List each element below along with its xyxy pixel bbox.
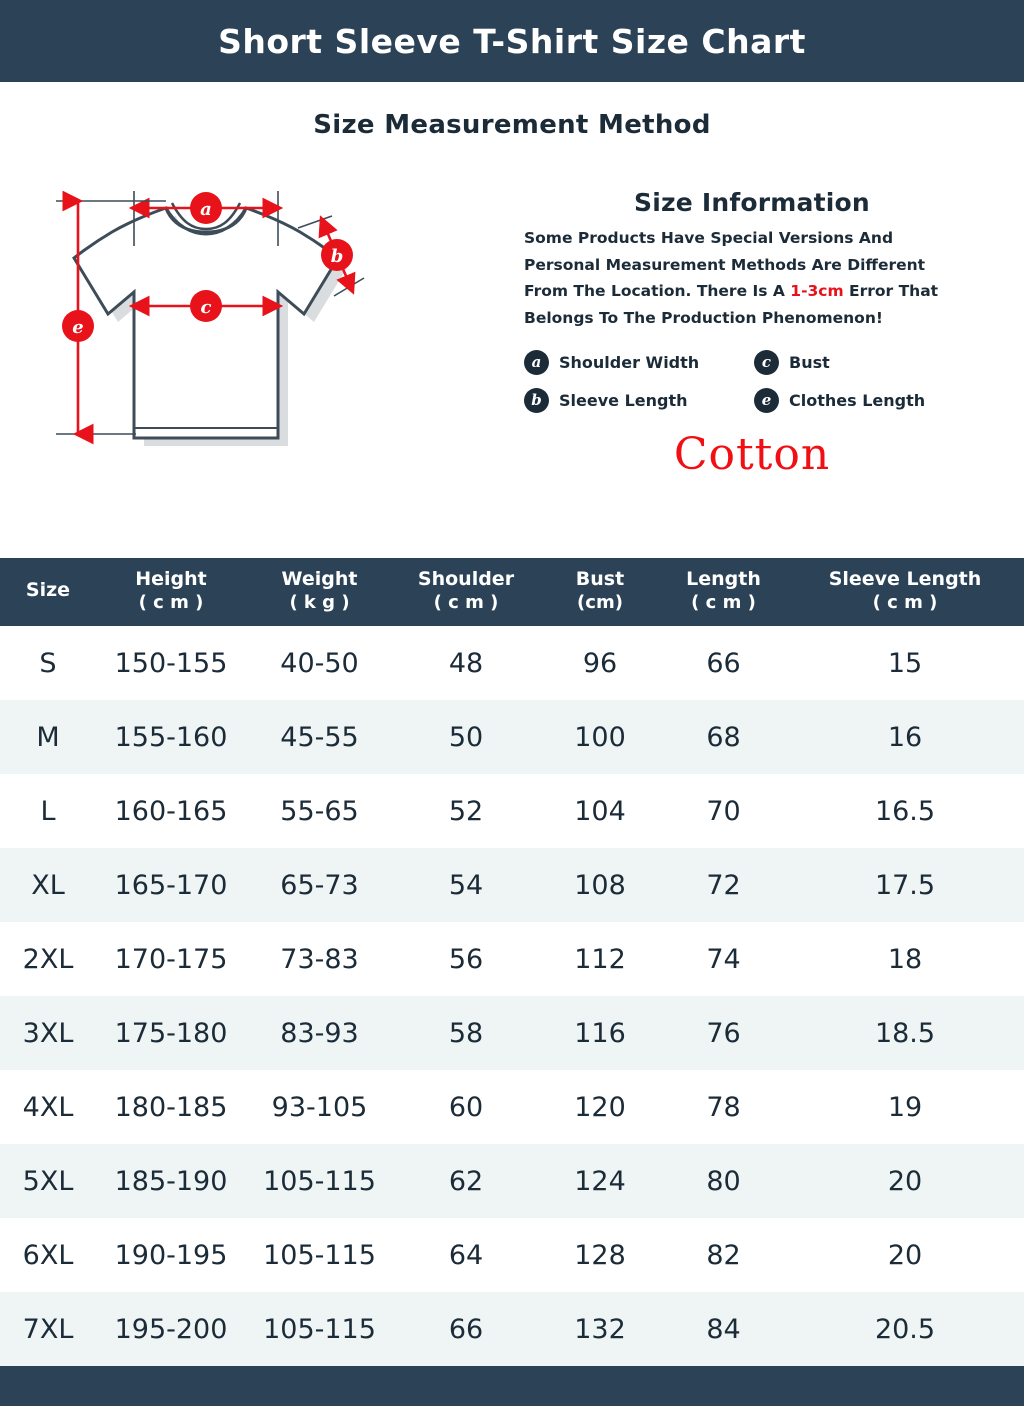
cell-shoulder: 48 xyxy=(448,647,484,679)
th-length-unit: ( c m ) xyxy=(691,591,756,613)
th-length-name: Length xyxy=(686,568,761,590)
th-bust xyxy=(539,558,661,626)
cell-size: XL xyxy=(31,869,65,901)
cell-weight: 45-55 xyxy=(280,721,359,753)
cell-weight: 73-83 xyxy=(280,943,359,975)
cell-height: 195-200 xyxy=(114,1313,228,1345)
method-title: Size Measurement Method xyxy=(313,110,711,140)
cell-shoulder: 62 xyxy=(448,1165,484,1197)
material-label: Cotton xyxy=(673,428,831,480)
th-size-name: Size xyxy=(25,579,71,602)
th-height-unit: ( c m ) xyxy=(138,591,204,613)
tshirt-diagram xyxy=(0,146,500,476)
cell-shoulder: 66 xyxy=(448,1313,484,1345)
cell-length: 78 xyxy=(706,1091,741,1123)
cell-size: M xyxy=(36,721,60,753)
info-line-2: Personal Measurement Methods Are Different xyxy=(524,255,926,274)
page-title: Short Sleeve T-Shirt Size Chart xyxy=(218,21,806,61)
cell-shoulder: 64 xyxy=(448,1239,484,1271)
cell-weight: 105-115 xyxy=(263,1239,376,1271)
table-row xyxy=(0,626,1024,700)
cell-height: 150-155 xyxy=(114,647,228,679)
measurement-method-section xyxy=(0,110,1024,558)
cell-size: L xyxy=(40,795,56,827)
cell-sleeve: 17.5 xyxy=(874,869,936,901)
size-table xyxy=(0,558,1024,1366)
legend-label-clothes-length: Clothes Length xyxy=(789,390,926,410)
legend-label-bust: Bust xyxy=(789,352,830,372)
cell-height: 185-190 xyxy=(114,1165,228,1197)
cell-shoulder: 52 xyxy=(448,795,484,827)
info-line-4: Belongs To The Production Phenomenon! xyxy=(524,308,883,327)
marker-e-label: e xyxy=(72,317,84,338)
table-header-row xyxy=(0,558,1024,626)
cell-height: 175-180 xyxy=(114,1017,228,1049)
tolerance-highlight: 1-3cm xyxy=(790,282,844,301)
cell-size: 3XL xyxy=(22,1017,74,1049)
size-information-title: Size Information xyxy=(634,188,870,217)
table-row xyxy=(0,922,1024,996)
cell-bust: 132 xyxy=(574,1313,626,1345)
cell-length: 74 xyxy=(706,943,741,975)
cell-bust: 112 xyxy=(574,943,626,975)
table-row xyxy=(0,1218,1024,1292)
cell-height: 160-165 xyxy=(114,795,228,827)
th-sleeve-length-name: Sleeve Length xyxy=(828,568,982,590)
cell-size: S xyxy=(39,647,57,679)
page-header xyxy=(0,0,1024,82)
cell-bust: 128 xyxy=(574,1239,626,1271)
size-table-container xyxy=(0,558,1024,1366)
legend xyxy=(520,350,984,413)
cell-bust: 124 xyxy=(574,1165,626,1197)
cell-length: 80 xyxy=(706,1165,741,1197)
cell-shoulder: 50 xyxy=(448,721,484,753)
badge-b-icon: b xyxy=(524,388,549,413)
cell-bust: 100 xyxy=(574,721,626,753)
cell-shoulder: 58 xyxy=(448,1017,484,1049)
size-table-head xyxy=(0,558,1024,626)
cell-height: 155-160 xyxy=(114,721,228,753)
cell-size: 2XL xyxy=(22,943,74,975)
cell-size: 5XL xyxy=(22,1165,74,1197)
cell-bust: 120 xyxy=(574,1091,626,1123)
cell-length: 70 xyxy=(706,795,741,827)
cell-shoulder: 56 xyxy=(448,943,484,975)
cell-length: 68 xyxy=(706,721,741,753)
legend-label-shoulder-width: Shoulder Width xyxy=(559,352,700,372)
table-row xyxy=(0,1070,1024,1144)
size-information-panel xyxy=(500,146,1024,480)
info-line-1: Some Products Have Special Versions And xyxy=(524,229,894,247)
th-height xyxy=(96,558,246,626)
marker-a-label: a xyxy=(200,199,212,220)
size-table-body xyxy=(0,626,1024,1366)
cell-height: 170-175 xyxy=(114,943,228,975)
footer-bar xyxy=(0,1366,1024,1406)
info-line-3-pre: From The Location. There Is A xyxy=(524,282,791,301)
cell-sleeve: 20 xyxy=(887,1165,923,1197)
cell-weight: 40-50 xyxy=(280,647,359,679)
th-shoulder-unit: ( c m ) xyxy=(433,591,499,613)
th-sleeve-length-unit: ( c m ) xyxy=(872,591,938,613)
th-height-name: Height xyxy=(135,568,207,590)
info-line-3-post: Error That xyxy=(843,282,939,301)
cell-height: 190-195 xyxy=(114,1239,228,1271)
cell-sleeve: 15 xyxy=(887,647,923,679)
cell-sleeve: 18.5 xyxy=(874,1017,936,1049)
cell-size: 7XL xyxy=(22,1313,74,1345)
cell-size: 6XL xyxy=(22,1239,74,1271)
cell-bust: 96 xyxy=(582,647,618,679)
legend-item-clothes-length xyxy=(754,388,984,413)
legend-item-shoulder-width xyxy=(524,350,754,375)
badge-c-icon: c xyxy=(754,350,779,375)
legend-item-bust xyxy=(754,350,984,375)
cell-size: 4XL xyxy=(22,1091,74,1123)
table-row xyxy=(0,1144,1024,1218)
cell-sleeve: 20 xyxy=(887,1239,923,1271)
marker-c-label: c xyxy=(200,297,212,318)
cell-length: 66 xyxy=(706,647,741,679)
table-row xyxy=(0,700,1024,774)
table-row xyxy=(0,774,1024,848)
th-length xyxy=(661,558,786,626)
cell-shoulder: 54 xyxy=(448,869,484,901)
th-weight-name: Weight xyxy=(281,568,358,590)
cell-weight: 105-115 xyxy=(263,1313,376,1345)
method-body xyxy=(0,146,1024,480)
cell-length: 72 xyxy=(706,869,741,901)
badge-e-icon: e xyxy=(754,388,779,413)
legend-label-sleeve-length: Sleeve Length xyxy=(559,390,688,410)
cell-sleeve: 18 xyxy=(887,943,923,975)
table-row xyxy=(0,996,1024,1070)
info-line-3 xyxy=(524,278,984,305)
cell-height: 165-170 xyxy=(114,869,228,901)
table-row xyxy=(0,848,1024,922)
cell-sleeve: 16.5 xyxy=(874,795,936,827)
th-bust-name: Bust xyxy=(575,568,625,590)
cell-length: 82 xyxy=(706,1239,741,1271)
cell-sleeve: 20.5 xyxy=(874,1313,936,1345)
size-information-text xyxy=(520,225,984,332)
cell-length: 76 xyxy=(706,1017,741,1049)
th-shoulder-name: Shoulder xyxy=(417,568,515,590)
th-sleeve-length xyxy=(786,558,1024,626)
th-weight-unit: ( k g ) xyxy=(289,591,350,613)
cell-weight: 55-65 xyxy=(280,795,359,827)
cell-weight: 83-93 xyxy=(280,1017,359,1049)
cell-weight: 93-105 xyxy=(271,1091,368,1123)
table-row xyxy=(0,1292,1024,1366)
cell-weight: 105-115 xyxy=(263,1165,376,1197)
cell-bust: 104 xyxy=(574,795,626,827)
cell-shoulder: 60 xyxy=(448,1091,484,1123)
th-shoulder xyxy=(393,558,539,626)
cell-sleeve: 16 xyxy=(887,721,923,753)
cell-bust: 108 xyxy=(574,869,626,901)
cell-sleeve: 19 xyxy=(887,1091,923,1123)
th-weight xyxy=(246,558,393,626)
cell-length: 84 xyxy=(706,1313,741,1345)
badge-a-icon: a xyxy=(524,350,549,375)
cell-bust: 116 xyxy=(574,1017,626,1049)
cell-weight: 65-73 xyxy=(280,869,359,901)
marker-b-label: b xyxy=(330,246,344,267)
tshirt-illustration-svg xyxy=(16,146,486,476)
cell-height: 180-185 xyxy=(114,1091,228,1123)
th-size xyxy=(0,558,96,626)
th-bust-unit: (cm) xyxy=(577,591,623,613)
legend-item-sleeve-length xyxy=(524,388,754,413)
